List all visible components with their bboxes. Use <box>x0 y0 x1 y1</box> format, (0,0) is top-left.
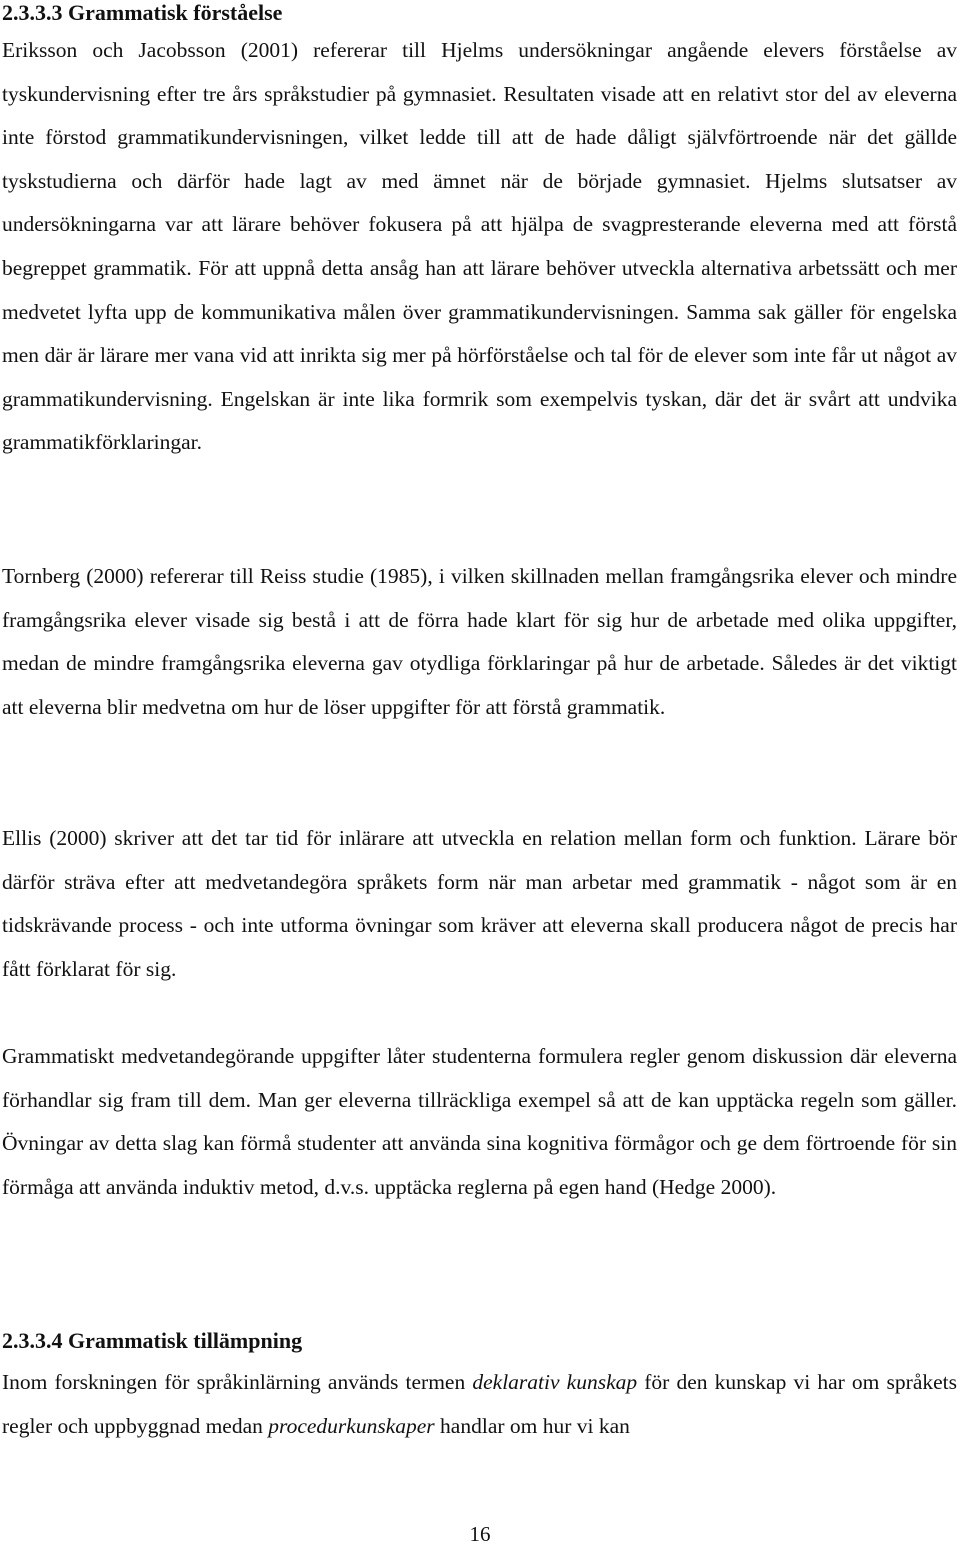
paragraph-text-part1: Inom forskningen för språkinlärning används termen <box>2 1370 473 1394</box>
paragraph-deklarativ-kunskap <box>2 1361 957 1448</box>
page-number: 16 <box>469 1522 491 1546</box>
paragraph-ellis: Ellis (2000) skriver att det tar tid för inlärare att utveckla en relation mellan form och funktion. Lärare bör därför sträva efter att medvetandegöra språkets form när man arbetar med grammatik - något som är en tidskrävande process - och inte utforma övningar som kräver att eleverna skall producera något de precis har fått förklarat för sig. <box>2 826 957 981</box>
paragraph-text-part2: för den kunskap vi har om språkets regler och uppbyggnad medan <box>2 1370 957 1438</box>
section-heading-grammatisk-tillampning: 2.3.3.4 Grammatisk tillämpning <box>2 1328 303 1353</box>
term-procedurkunskaper: procedurkunskaper <box>268 1413 435 1438</box>
section-heading-grammatisk-forstaelse: 2.3.3.3 Grammatisk förståelse <box>2 0 283 25</box>
paragraph-hjelms-undersokningar: Eriksson och Jacobsson (2001) refererar till Hjelms undersökningar angående elevers förståelse av tyskundervisning efter tre års språkstudier på gymnasiet. Resultaten visade att en relativt stor del av eleverna inte förstod grammatikundervisningen, vilket ledde till att de hade dåligt självförtroende när det gällde tyskstudierna och därför hade lagt av med ämnet när de började gymnasiet. Hjelms slutsatser av undersökningarna var att lärare behöver fokusera på att hjälpa de svagpresterande eleverna med att förstå begreppet grammatik. För att uppnå detta ansåg han att lärare behöver utveckla alternativa arbetssätt och mer medvetet lyfta upp de kommunikativa målen över grammatikundervisningen. Samma sak gäller för engelska men där är lärare mer vana vid att inrikta sig mer på hörförståelse och tal för de elever som inte får ut något av grammatikundervisning. Engelskan är inte lika formrik som exempelvis tyskan, där det är svårt att undvika grammatikförklaringar. <box>2 38 957 455</box>
paragraph-text-part3: handlar om hur vi kan <box>434 1413 630 1438</box>
paragraph-tornberg-reiss: Tornberg (2000) refererar till Reiss studie (1985), i vilken skillnaden mellan framgångsrika elever och mindre framgångsrika elever visade sig bestå i att de förra hade klart för sig hur de arbetade med olika uppgifter, medan de mindre framgångsrika eleverna gav otydliga förklaringar på hur de arbetade. Således är det viktigt att eleverna blir medvetna om hur de löser uppgifter för att förstå grammatik. <box>2 564 957 719</box>
paragraph-grammatiskt-medvetandegorande: Grammatiskt medvetandegörande uppgifter låter studenterna formulera regler genom diskussion där eleverna förhandlar sig fram till dem. Man ger eleverna tillräckliga exempel så att de kan upptäcka regeln som gäller. Övningar av detta slag kan förmå studenter att använda sina kognitiva förmågor och ge dem förtroende för sin förmåga att använda induktiv metod, d.v.s. upptäcka reglerna på egen hand (Hedge 2000). <box>2 1044 957 1199</box>
term-deklarativ-kunskap: deklarativ kunskap <box>472 1370 638 1394</box>
